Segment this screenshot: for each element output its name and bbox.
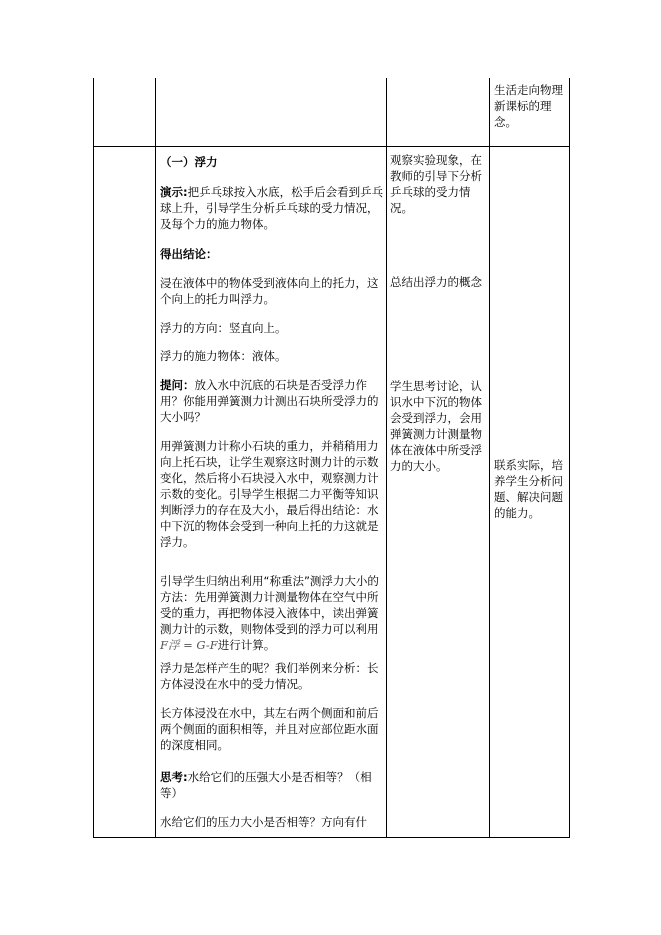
section-heading xyxy=(160,154,384,170)
main-note-cell: 联系实际，培养学生分析问题、解决问题的能力。 xyxy=(494,458,563,520)
table-line-col2 xyxy=(386,78,387,838)
demo-text: 把乒乓球按入水底，松手后会看到乒乓球上升，引导学生分析乒乓球的受力情况，及每个力的施力物体。 xyxy=(160,185,384,231)
table-line-col1 xyxy=(155,78,156,838)
top-note-cell: 生活走向物理新课标的理念。 xyxy=(494,83,563,129)
demo-label: 演示: xyxy=(160,185,188,199)
cause-paragraph: 浮力是怎样产生的呢？我们举例来分析：长方体浸没在水中的受力情况。 xyxy=(160,661,379,691)
conclusion-heading xyxy=(160,246,384,262)
student-discuss-cell: 学生思考讨论，认识水中下沉的物体会受到浮力，会用弹簧测力计测量物体在液体中所受浮力的大小。 xyxy=(390,379,482,473)
weighing-text-end: 进行计算。 xyxy=(217,638,276,652)
cube-paragraph: 长方体浸没在水中，其左右两个侧面和前后两个侧面的面积相等，并且对应部位距水面的深度相同。 xyxy=(160,706,379,752)
demo-paragraph xyxy=(160,184,384,232)
source-paragraph: 浮力的施力物体：液体。 xyxy=(160,349,287,363)
student-summary-cell: 总结出浮力的概念 xyxy=(390,275,482,289)
direction-paragraph: 浮力的方向：竖直向上。 xyxy=(160,321,287,335)
question-text: 放入水中沉底的石块是否受浮力作用？你能用弹簧测力计测出石块所受浮力的大小吗？ xyxy=(160,378,379,424)
table-bottom-line xyxy=(93,837,570,838)
question-paragraph xyxy=(160,377,384,425)
table-line-col3 xyxy=(489,78,490,838)
weighing-paragraph xyxy=(160,573,384,653)
method-paragraph: 用弹簧测力计称小石块的重力，并稍稍用力向上托石块，让学生观察这时测力计的示数变化，然后将小石块浸入水中，观察测力计示数的变化。引导学生根据二力平衡等知识判断浮力的存在及大小，最后得出结论：水中下沉的物体会受到一种向上托的力这就是浮力。 xyxy=(160,439,379,549)
formula: F浮 = G-F xyxy=(160,638,218,652)
table-row-divider xyxy=(93,146,570,147)
think-label: 思考: xyxy=(160,770,188,784)
think-paragraph xyxy=(160,769,384,801)
table-line-right xyxy=(569,78,570,838)
section-heading-text: （一）浮力 xyxy=(160,155,218,169)
conclusion-heading-text: 得出结论： xyxy=(160,247,218,261)
weighing-text: 引导学生归纳出利用“称重法”测浮力大小的方法：先用弹簧测力计测量物体在空气中所受的重力，再把物体浸入液体中，读出弹簧测力计的示数，则物体受到的浮力可以利用 xyxy=(160,574,379,636)
table-line-left xyxy=(93,78,94,838)
think-text: 水给它们的压强大小是否相等？（相等） xyxy=(160,770,372,800)
student-observe-cell: 观察实验现象，在教师的引导下分析乒乓球的受力情况。 xyxy=(390,153,482,215)
question-label: 提问： xyxy=(160,378,195,392)
force-paragraph: 水给它们的压力大小是否相等？方向有什 xyxy=(160,815,367,829)
definition-paragraph: 浸在液体中的物体受到液体向上的托力，这个向上的托力叫浮力。 xyxy=(160,276,379,306)
